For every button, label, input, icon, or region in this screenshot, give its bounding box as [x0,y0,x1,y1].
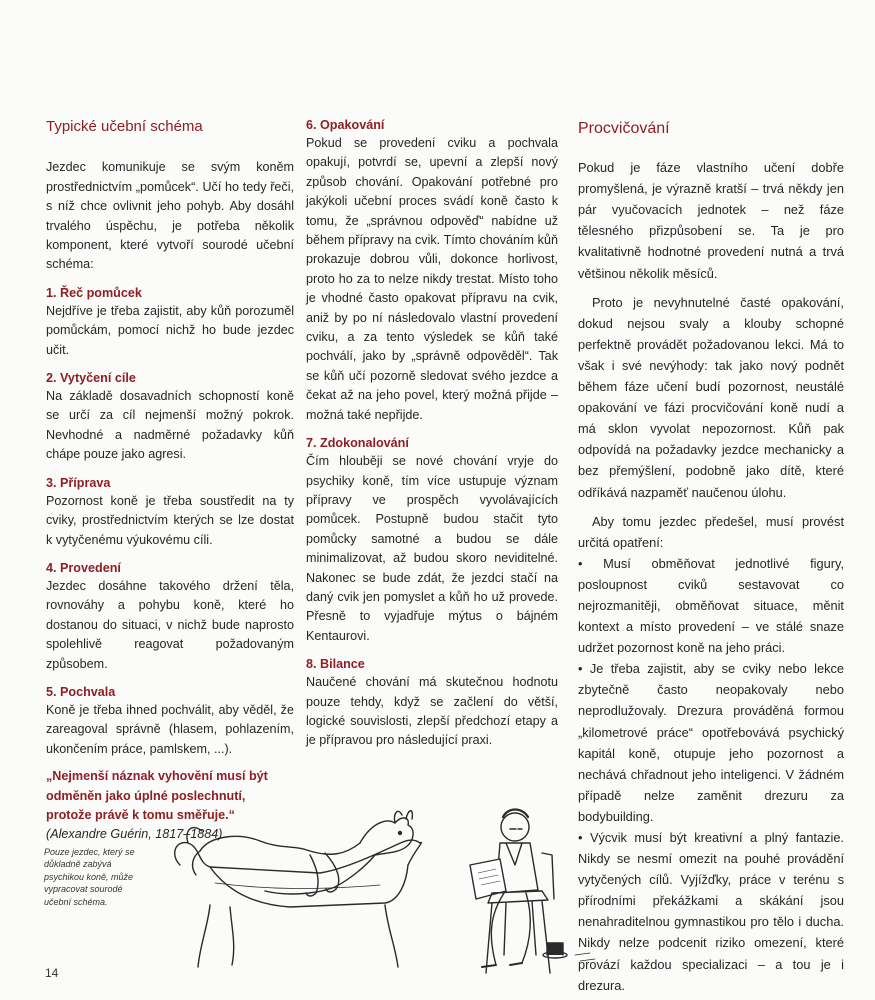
text-praise: Koně je třeba ihned pochválit, aby věděl, že zareagoval správně (hlasem, pohlazením, ukončením práce, pamlskem, ...). [46,702,294,756]
text-execution: Jezdec dosáhne takového držení těla, rovnováhy a pohybu koně, které ho dostanou do situaci, v nichž bude naprosto spolehlivě reagovat požadovaným způsobem. [46,578,294,671]
horse-on-psychiatrist-couch-drawing [170,795,610,985]
middle-column [306,117,558,759]
practice-paragraph-2: Proto je nevyhnutelné časté opakování, dokud nejsou svaly a klouby schopné perfektně provádět požadovanou lekci. Má to však i své nevýhody: tak jako nový podnět během fáze učení budí pozornost, neustálé opakování ve fázi procvičování koně nudí a má sklon vyvolat nepozornost. Kůň pak odpovídá na požadavky jezdce mechanicky a bez přemýšlení, podobně jako dítě, které odříkává nazpaměť naučenou úlohu. [578,294,844,500]
heading-aids: 1. Řeč pomůcek [46,285,142,300]
text-balance: Naučené chování má skutečnou hodnotu pouze tehdy, když se začlení do větší, logické souvislosti, zlepší předchozí etapy a je přípravou pro následující praxi. [306,675,558,748]
text-repetition: Pokud se provedení cviku a pochvala opakují, potvrdí se, upevní a zlepší nový způsob chování. Opakování potřebné pro jakýkoli učební proces svádí koně často k tomu, že „správnou odpověď“ nabídne už během přípravy na cvik. Tímto chováním kůň prokazuje dobrou vůli, dokonce horlivost, proto ho za to nelze nikdy trestat. Místo toho je vhodné často opakovat přípravu na cvik, aniž by po ní následovalo vlastní provedení cviku, a za tento výsledek se kůň také pochválí, jako by „správně odpověděl“. Tak se kůň učí pozorně sledovat svého jezdce a čekat až na jeho povel, který možná přijde – možná také nepřijde. [306,136,558,422]
text-goal: Na základě dosavadních schopností koně se určí za cíl nejmenší možný pokrok. Nevhodné a nadměrné požadavky kůň chápe pouze jako agresi. [46,389,294,462]
heading-execution: 4. Provedení [46,560,121,575]
practice-paragraph-1: Pokud je fáze vlastního učení dobře promyšlená, je výrazně kratší – trvá někdy jen pár vyučovacích jednotek – než fáze tělesného přizpůsobení se. Ta je pro kvalitativně hodnotné provedení nutná a trvá většinou několik měsíců. [578,160,844,281]
bullet-repetition: • Je třeba zajistit, aby se cviky nebo lekce zbytečně často neopakovaly nebo neprodlužovaly. Drezura prováděná formou „kilometrové práce“ opotřebovává psychický kapitál koně, otupuje jeho pozornost a nechává chřadnout jeho inteligenci. V žádném případě nelze zaměnit drezuru za bodybuilding. [578,661,844,824]
bullet-variation: • Musí obměňovat jednotlivé figury, posloupnost cviků sestavovat co nejrozmanitěji, obměňovat situace, měnit kontext a místo provedení – ve stálé snaze udržet pozornost koně na jeho práci. [578,555,844,656]
bullet-creativity: • Výcvik musí být kreativní a plný fantazie. Nikdy se nesmí omezit na pouhé provádění vytyčených cílů. Vyjížďky, práce v terénu s přírodními překážkami a skákání jsou nenahraditelnou gymnastikou pro tělo i ducha. Nikdy nelze podcenit riziko omezení, které provází každou specializaci – a tou je i drezura. [578,830,844,993]
illustration-caption: Pouze jezdec, který se důkladně zabývá psychikou koně, může vypracovat sourodé učební schéma. [44,847,135,907]
quote-author: (Alexandre Guérin, 1817–1884) [46,827,223,842]
text-aids: Nejdříve je třeba zajistit, aby kůň porozuměl pomůckám, pomocí nichž ho bude jezdec učit. [46,303,294,357]
right-column [578,118,844,996]
heading-refinement: 7. Zdokonalování [306,436,409,451]
text-refinement: Čím hlouběji se nové chování vryje do psychiky koně, tím více ustupuje význam přípravy ve prospěch vyvolávajících pomůcek. Postupně budou stačit tyto pomůcky samotné a budou se dále minimalizovat, až budou skoro neviditelné. Nakonec se bude zdát, že jezdci stačí na daný cvik jen pomyslet a kůň ho už provede. Přesně to vyjadřuje mýtus o bájném Kentaurovi. [306,454,558,643]
heading-repetition: 6. Opakování [306,118,385,132]
section-title-practice: Procvičování [578,120,670,137]
text-preparation: Pozornost koně je třeba soustředit na ty cviky, prostřednictvím kterých se lze dostat k vytyčenému výukovému cíli. [46,493,294,547]
page-number: 14 [45,966,59,980]
heading-praise: 5. Pochvala [46,684,116,699]
intro-paragraph: Jezdec komunikuje se svým koněm prostřednictvím „pomůcek“. Učí ho tedy řeči, s níž chce ovlivnit jeho pohyb. Aby dosáhl trvalého úspěchu, je potřeba několik komponent, které vytvoří sourodé učební schéma: [46,160,294,272]
quote-text: „Nejmenší náznak vyhovění musí být odměněn jako úplné poslechnutí, protože právě k tomu směřuje.“ [46,769,268,822]
heading-preparation: 3. Příprava [46,475,111,490]
practice-paragraph-3: Aby tomu jezdec předešel, musí provést určitá opatření: [578,513,844,550]
heading-goal: 2. Vytyčení cíle [46,371,136,386]
section-title-learning-schema: Typické učební schéma [46,118,203,135]
left-column [46,117,294,853]
heading-balance: 8. Bilance [306,657,365,672]
